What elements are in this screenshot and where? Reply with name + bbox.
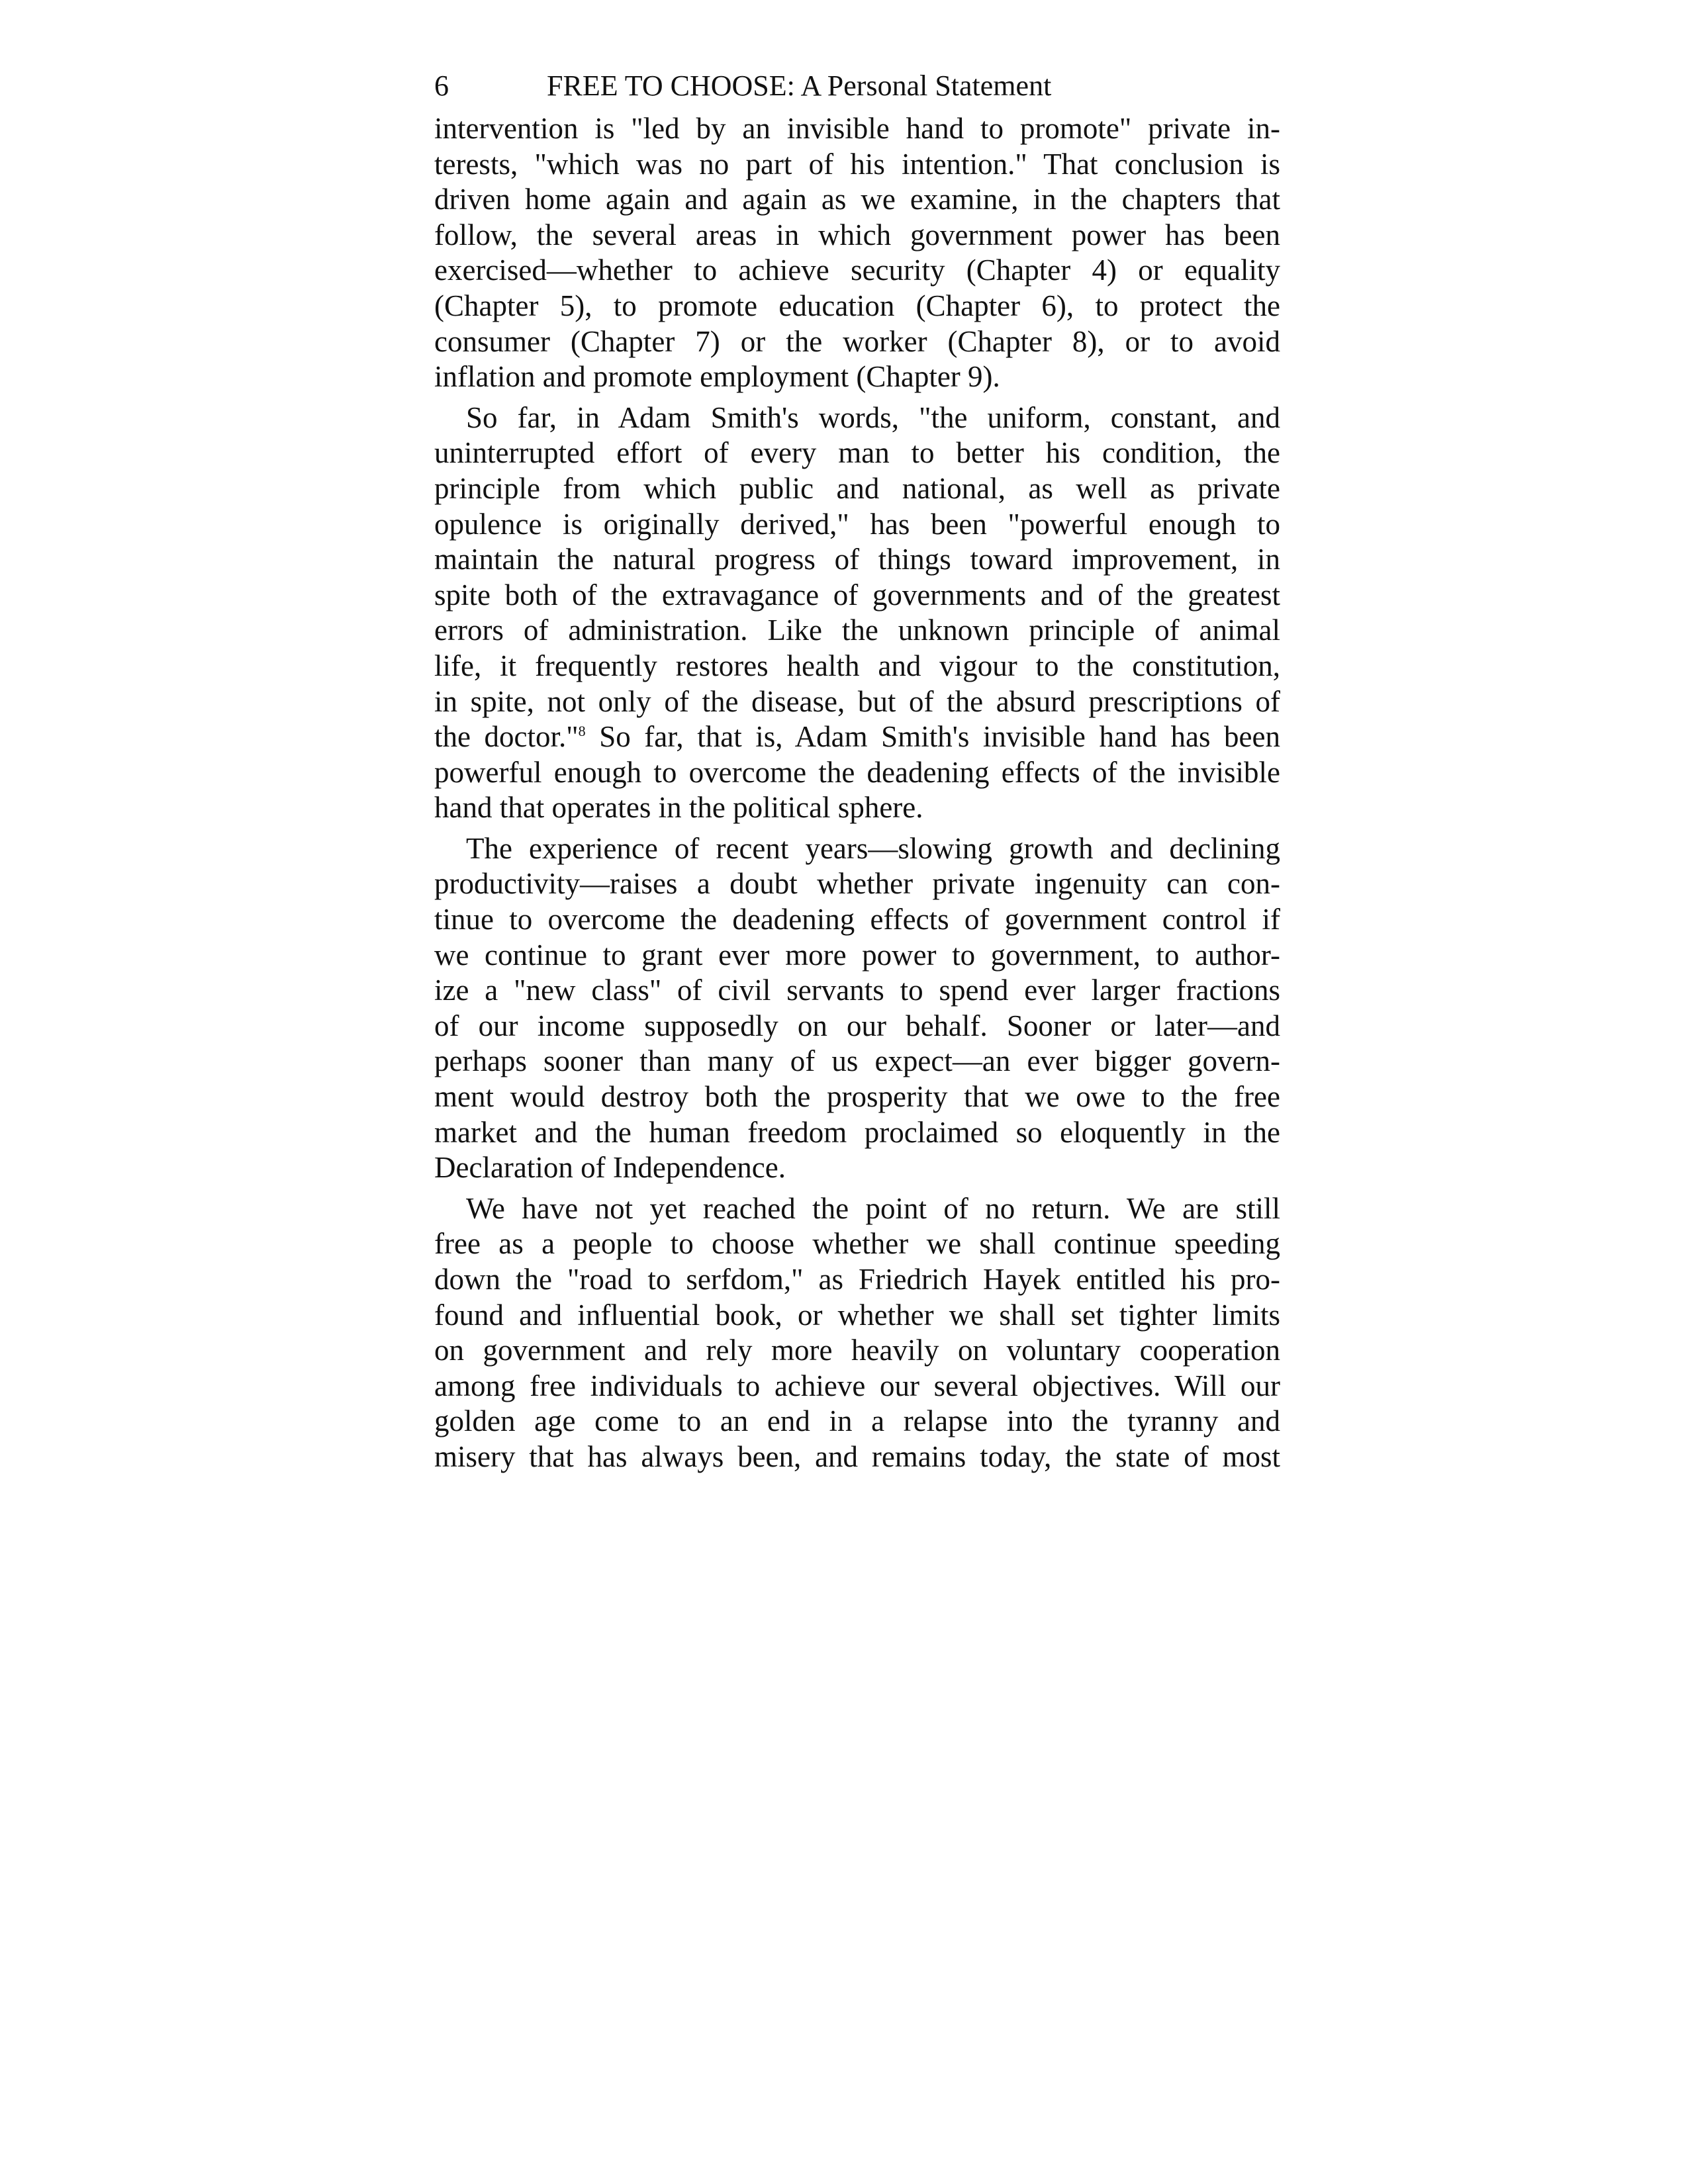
text-line: principle from which public and national, as well as private (434, 471, 1280, 505)
text-line: market and the human freedom proclaimed so eloquently in the (434, 1115, 1280, 1149)
text-line: The experience of recent years—slowing growth and declining (466, 831, 1280, 865)
paragraph-4 (434, 1191, 1280, 1475)
text-line: hand that operates in the political sphere. (434, 791, 923, 825)
text-line: of our income supposedly on our behalf. Sooner or later—and (434, 1009, 1280, 1042)
text-line-segment: the doctor."$^8$ So far, that is, Adam Smith's invisible hand has been (434, 720, 1280, 754)
text-line: life, it frequently restores health and vigour to the constitution, (434, 649, 1280, 682)
text-line: found and influential book, or whether we shall set tighter limits (434, 1298, 1280, 1332)
paragraph-2 (434, 400, 1280, 826)
text-line: ment would destroy both the prosperity that we owe to the free (434, 1080, 1280, 1114)
text-line (434, 719, 1280, 755)
text-line: perhaps sooner than many of us expect—an ever bigger govern- (434, 1044, 1280, 1078)
running-head-title: FREE TO CHOOSE: A Personal Statement (547, 69, 1052, 102)
paragraph-1 (434, 111, 1280, 395)
text-line: free as a people to choose whether we shall continue speeding (434, 1227, 1280, 1261)
text-line: Declaration of Independence. (434, 1151, 786, 1185)
text-line: (Chapter 5), to promote education (Chapter 6), to protect the (434, 289, 1280, 322)
page-number: 6 (434, 69, 449, 102)
text-line: misery that has always been, and remains today, the state of most (434, 1439, 1280, 1473)
text-line: inflation and promote employment (Chapter 9). (434, 360, 1000, 394)
text-line: terests, "which was no part of his intention." That conclusion is (434, 147, 1280, 181)
text-line: driven home again and again as we examine, in the chapters that (434, 183, 1280, 216)
text-line: We have not yet reached the point of no return. We are still (466, 1191, 1280, 1225)
text-line: opulence is originally derived," has been "powerful enough to (434, 507, 1280, 541)
text-line: exercised—whether to achieve security (Chapter 4) or equality (434, 253, 1280, 287)
text-line: consumer (Chapter 7) or the worker (Chapter 8), or to avoid (434, 324, 1280, 358)
text-line: follow, the several areas in which government power has been (434, 218, 1280, 251)
text-line: we continue to grant ever more power to government, to author- (434, 938, 1280, 972)
text-line: on government and rely more heavily on voluntary cooperation (434, 1334, 1280, 1367)
text-line: down the "road to serfdom," as Friedrich Hayek entitled his pro- (434, 1263, 1280, 1296)
text-line: ize a "new class" of civil servants to spend ever larger fractions (434, 974, 1280, 1007)
text-line: intervention is "led by an invisible hand to promote" private in- (434, 112, 1280, 145)
text-line: maintain the natural progress of things toward improvement, in (434, 543, 1280, 576)
footnote-mark: 8 (578, 723, 586, 740)
text-line: spite both of the extravagance of governments and of the greatest (434, 578, 1280, 612)
running-head (434, 66, 1280, 106)
paragraph-3 (434, 831, 1280, 1186)
text-line: errors of administration. Like the unknown principle of animal (434, 614, 1280, 647)
book-page (434, 66, 1280, 1475)
text-line: productivity—raises a doubt whether private ingenuity can con- (434, 867, 1280, 901)
body-text (434, 111, 1280, 1475)
text-line: among free individuals to achieve our several objectives. Will our (434, 1369, 1280, 1402)
text-line: powerful enough to overcome the deadening effects of the invisible (434, 755, 1280, 789)
text-line: So far, in Adam Smith's words, "the uniform, constant, and (466, 400, 1280, 434)
text-line: tinue to overcome the deadening effects of government control if (434, 903, 1280, 936)
text-line: in spite, not only of the disease, but of the absurd prescriptions of (434, 684, 1280, 718)
text-line: golden age come to an end in a relapse into the tyranny and (434, 1404, 1280, 1438)
text-line: uninterrupted effort of every man to better his condition, the (434, 436, 1280, 470)
